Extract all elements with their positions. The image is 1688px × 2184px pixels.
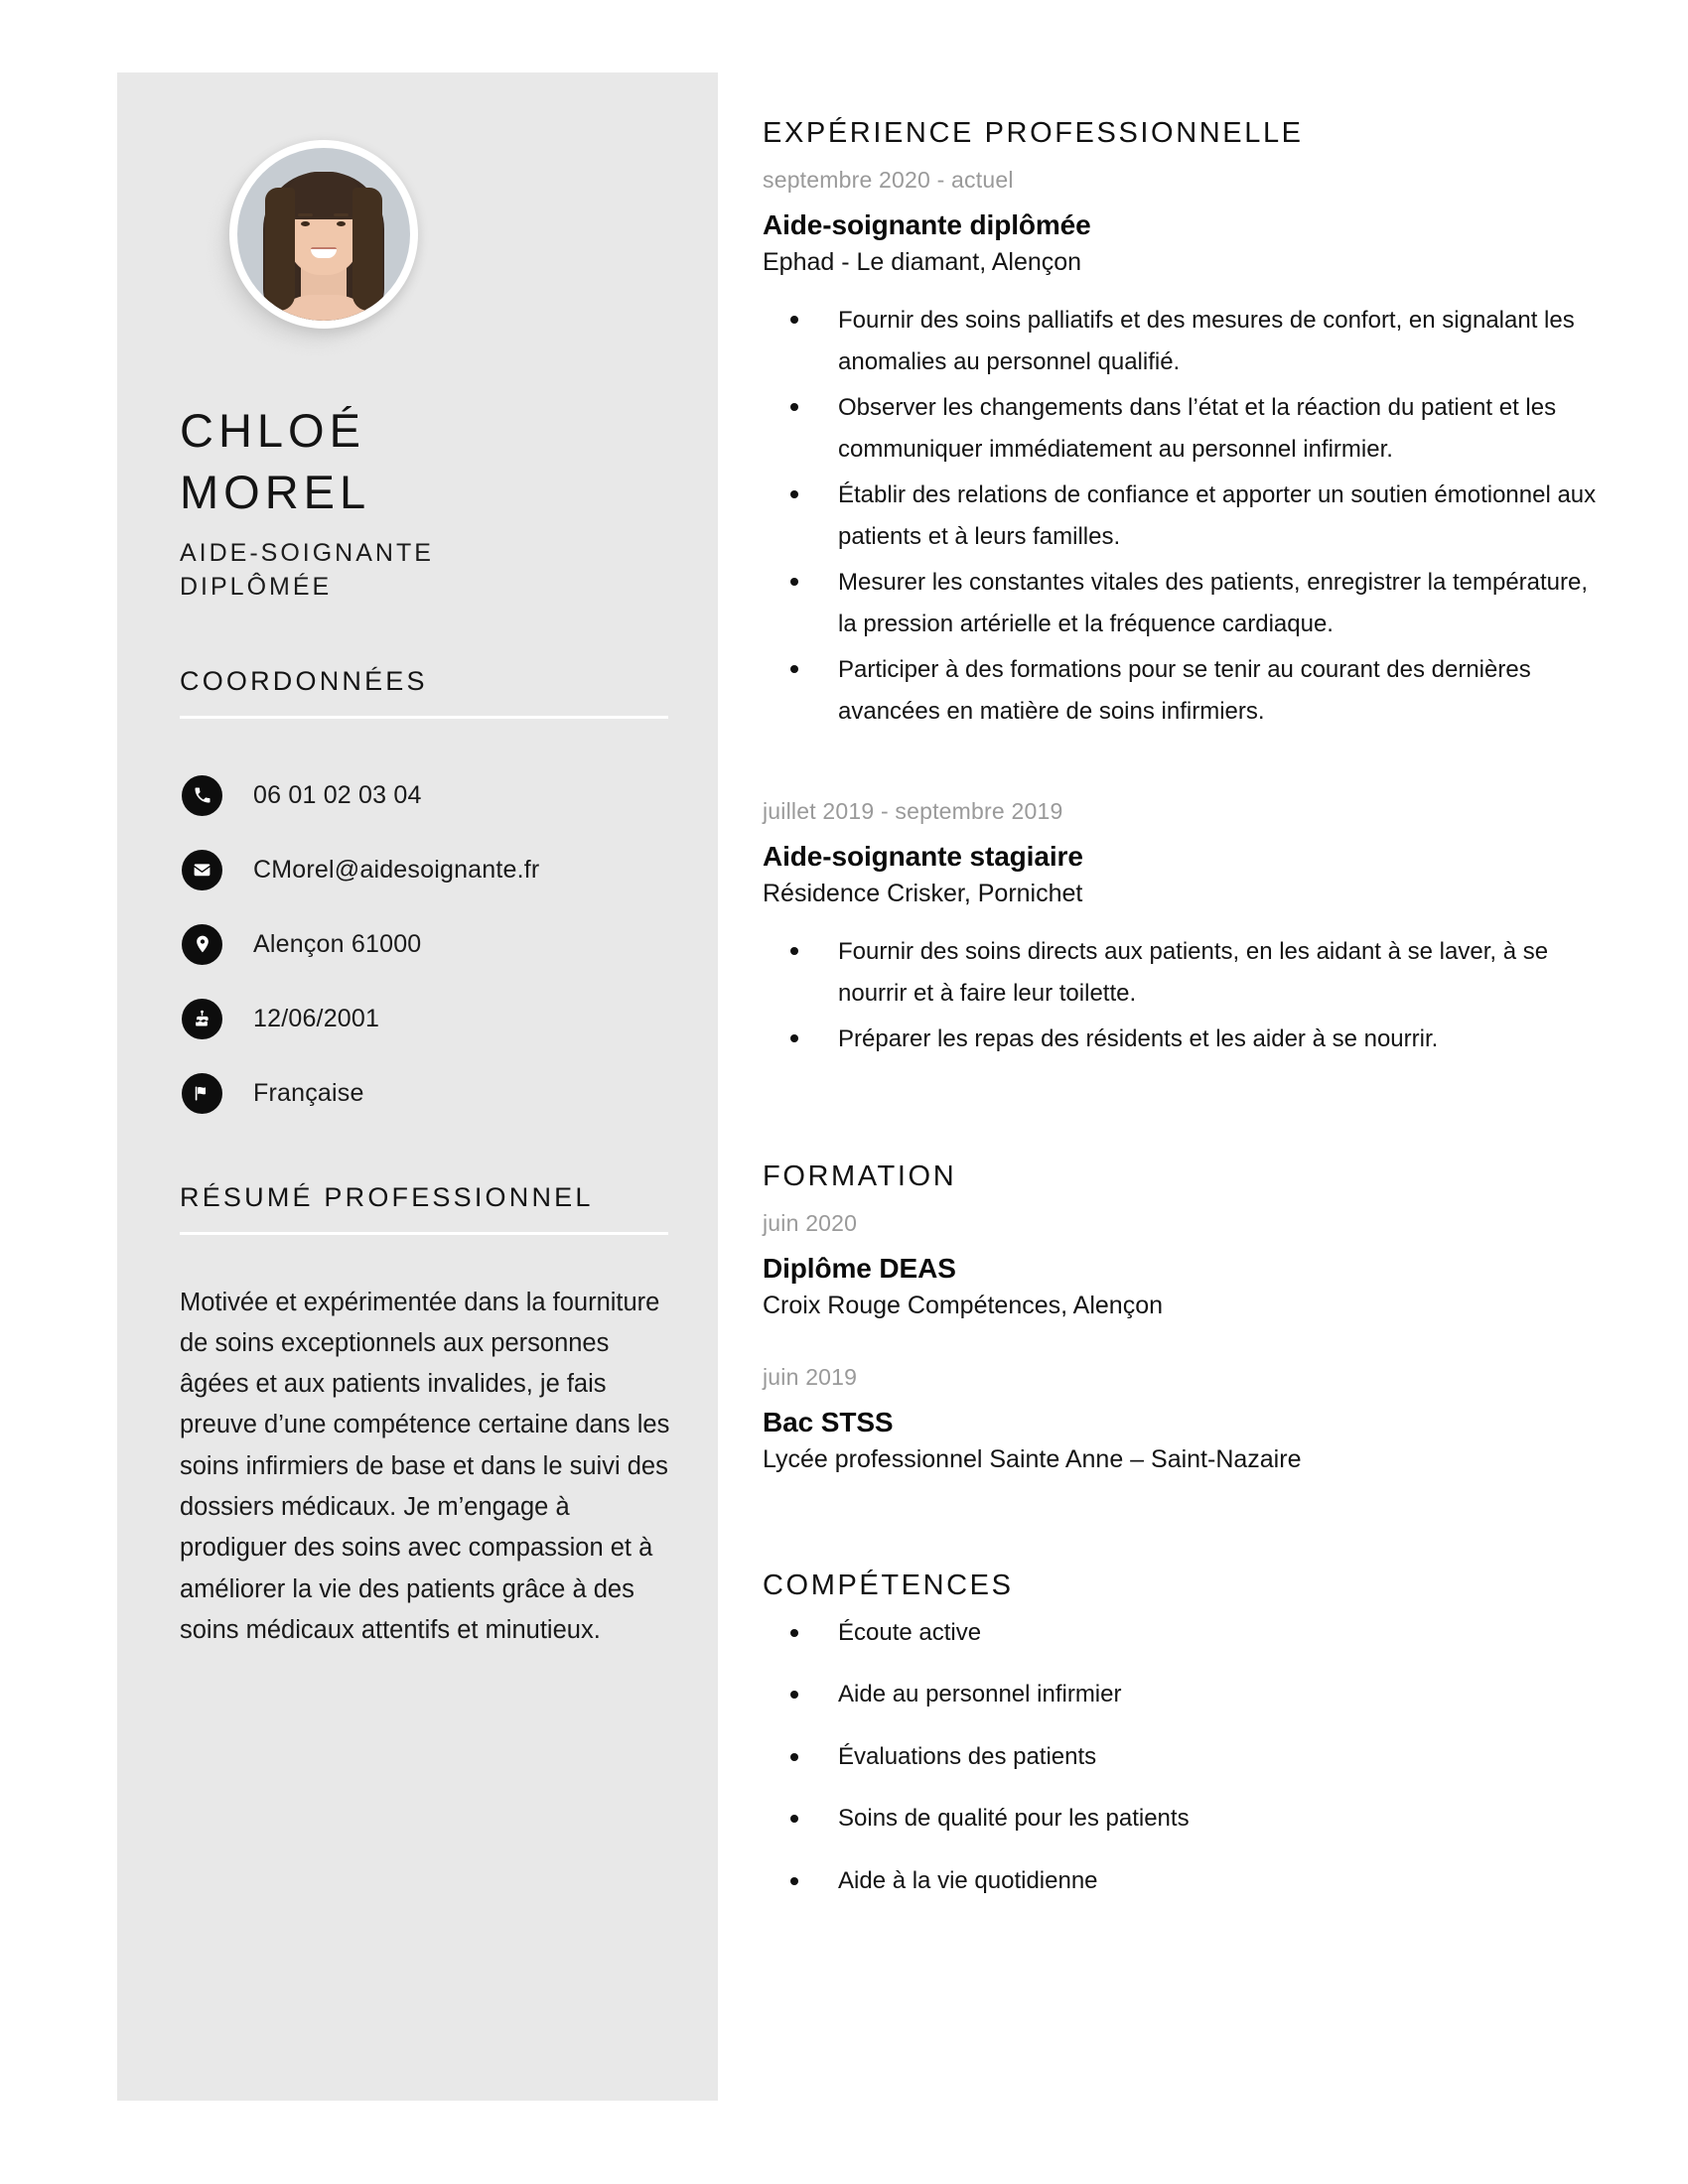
- contact-item-birthdate[interactable]: [182, 982, 663, 1056]
- bullet-text: Fournir des soins directs aux patients, en les aidant à se laver, à se nourrir et à faire leur toilette.: [838, 938, 1549, 1007]
- education-date: juin 2020: [763, 1209, 858, 1236]
- contact-value-phone: 06 01 02 03 04: [253, 780, 422, 809]
- experience-date: juillet 2019 - septembre 2019: [763, 798, 1063, 825]
- skill-text: Soins de qualité pour les patients: [838, 1805, 1190, 1833]
- experience-organisation: Résidence Crisker, Pornichet: [763, 880, 1083, 908]
- main-column: [763, 117, 1607, 1927]
- bullet-item: [763, 300, 1607, 382]
- contact-item-phone[interactable]: [182, 758, 663, 833]
- spacer: [763, 1320, 1607, 1364]
- summary-divider: [180, 1232, 668, 1235]
- bullet-item: [763, 475, 1607, 557]
- list-item: [763, 1616, 1607, 1650]
- experience-heading: EXPÉRIENCE PROFESSIONNELLE: [763, 117, 1304, 149]
- list-item: [763, 1740, 1607, 1774]
- contact-heading: COORDONNÉES: [180, 665, 428, 696]
- flag-icon: [182, 1073, 222, 1114]
- experience-entry: [763, 798, 1607, 1060]
- contact-list: [182, 758, 663, 1131]
- education-institution: Croix Rouge Compétences, Alençon: [763, 1291, 1164, 1319]
- sidebar: [117, 72, 718, 2101]
- avatar-ring: [229, 140, 418, 329]
- list-item: [763, 1678, 1607, 1711]
- bullet-item: [763, 562, 1607, 644]
- bullet-item: [763, 387, 1607, 470]
- list-item: [763, 1802, 1607, 1836]
- contact-item-address[interactable]: [182, 907, 663, 982]
- candidate-job-title: [180, 537, 663, 605]
- education-degree: Bac STSS: [763, 1406, 894, 1437]
- bullet-dot-icon: [790, 316, 798, 324]
- education-heading: FORMATION: [763, 1160, 957, 1192]
- spacer: [763, 737, 1607, 798]
- bullet-dot-icon: [790, 1629, 798, 1637]
- bullet-text: Participer à des formations pour se tenir au courant des dernières avancées en matière de soins infirmiers.: [838, 656, 1531, 725]
- bullet-dot-icon: [790, 665, 798, 673]
- skill-text: Évaluations des patients: [838, 1742, 1097, 1770]
- bullet-text: Établir des relations de confiance et apporter un soutien émotionnel aux patients et à leurs familles.: [838, 481, 1597, 550]
- birthday-cake-icon: [182, 999, 222, 1039]
- bullet-item: [763, 649, 1607, 732]
- contact-item-nationality[interactable]: [182, 1056, 663, 1131]
- spacer: [763, 1065, 1607, 1160]
- bullet-item: [763, 1019, 1607, 1060]
- candidate-first-name: CHLOÉ: [180, 404, 365, 457]
- experience-role: Aide-soignante diplômée: [763, 209, 1091, 240]
- contact-value-birthdate: 12/06/2001: [253, 1004, 380, 1032]
- contact-value-nationality: Française: [253, 1078, 364, 1107]
- bullet-dot-icon: [790, 1815, 798, 1823]
- education-entry: [763, 1364, 1607, 1474]
- summary-heading: RÉSUMÉ PROFESSIONNEL: [180, 1181, 594, 1212]
- education-date: juin 2019: [763, 1363, 858, 1390]
- experience-date: septembre 2020 - actuel: [763, 167, 1014, 193]
- list-item: [763, 1864, 1607, 1898]
- spacer: [763, 1474, 1607, 1570]
- education-entry: [763, 1210, 1607, 1320]
- bullet-text: Fournir des soins palliatifs et des mesures de confort, en signalant les anomalies au personnel qualifié.: [838, 307, 1575, 375]
- skill-text: Aide au personnel infirmier: [838, 1681, 1122, 1708]
- skills-heading: COMPÉTENCES: [763, 1569, 1014, 1601]
- education-degree: Diplôme DEAS: [763, 1252, 956, 1284]
- bullet-dot-icon: [790, 1034, 798, 1042]
- contact-divider: [180, 716, 668, 719]
- contact-value-email: CMorel@aidesoignante.fr: [253, 855, 540, 884]
- skills-list: [763, 1616, 1607, 1898]
- candidate-name: [180, 400, 663, 523]
- job-title-line-1: AIDE-SOIGNANTE: [180, 539, 434, 568]
- bullet-text: Observer les changements dans l’état et la réaction du patient et les communiquer immédiatement au personnel infirmier.: [838, 394, 1557, 463]
- phone-icon: [182, 775, 222, 816]
- experience-organisation: Ephad - Le diamant, Alençon: [763, 248, 1082, 276]
- bullet-text: Préparer les repas des résidents et les aider à se nourrir.: [838, 1025, 1439, 1053]
- candidate-last-name: MOREL: [180, 466, 371, 519]
- bullet-dot-icon: [790, 578, 798, 586]
- experience-bullet-list: [763, 931, 1607, 1060]
- contact-value-address: Alençon 61000: [253, 929, 422, 958]
- bullet-dot-icon: [790, 1753, 798, 1761]
- bullet-item: [763, 931, 1607, 1014]
- contact-item-email[interactable]: [182, 833, 663, 907]
- summary-text: Motivée et expérimentée dans la fourniture de soins exceptionnels aux personnes âgées et aux patients invalides, je fais preuve d’une compétence certaine dans les soins infirmiers de base et dans le suivi des dossiers médicaux. Je m’engage à prodiguer des soins avec compassion et à améliorer la vie des patients grâce à des soins médicaux attentifs et minutieux.: [180, 1288, 670, 1644]
- skill-text: Écoute active: [838, 1618, 982, 1646]
- experience-role: Aide-soignante stagiaire: [763, 841, 1083, 873]
- experience-bullet-list: [763, 300, 1607, 732]
- skill-text: Aide à la vie quotidienne: [838, 1867, 1098, 1895]
- job-title-line-2: DIPLÔMÉE: [180, 572, 333, 601]
- bullet-text: Mesurer les constantes vitales des patients, enregistrer la température, la pression artérielle et la fréquence cardiaque.: [838, 569, 1589, 637]
- bullet-dot-icon: [790, 490, 798, 498]
- education-institution: Lycée professionnel Sainte Anne – Saint-Nazaire: [763, 1444, 1302, 1473]
- bullet-dot-icon: [790, 1691, 798, 1699]
- location-pin-icon: [182, 924, 222, 965]
- experience-entry: [763, 167, 1607, 732]
- bullet-dot-icon: [790, 403, 798, 411]
- envelope-icon: [182, 850, 222, 890]
- avatar: [229, 140, 418, 329]
- bullet-dot-icon: [790, 947, 798, 955]
- avatar-image: [237, 148, 410, 321]
- bullet-dot-icon: [790, 1877, 798, 1885]
